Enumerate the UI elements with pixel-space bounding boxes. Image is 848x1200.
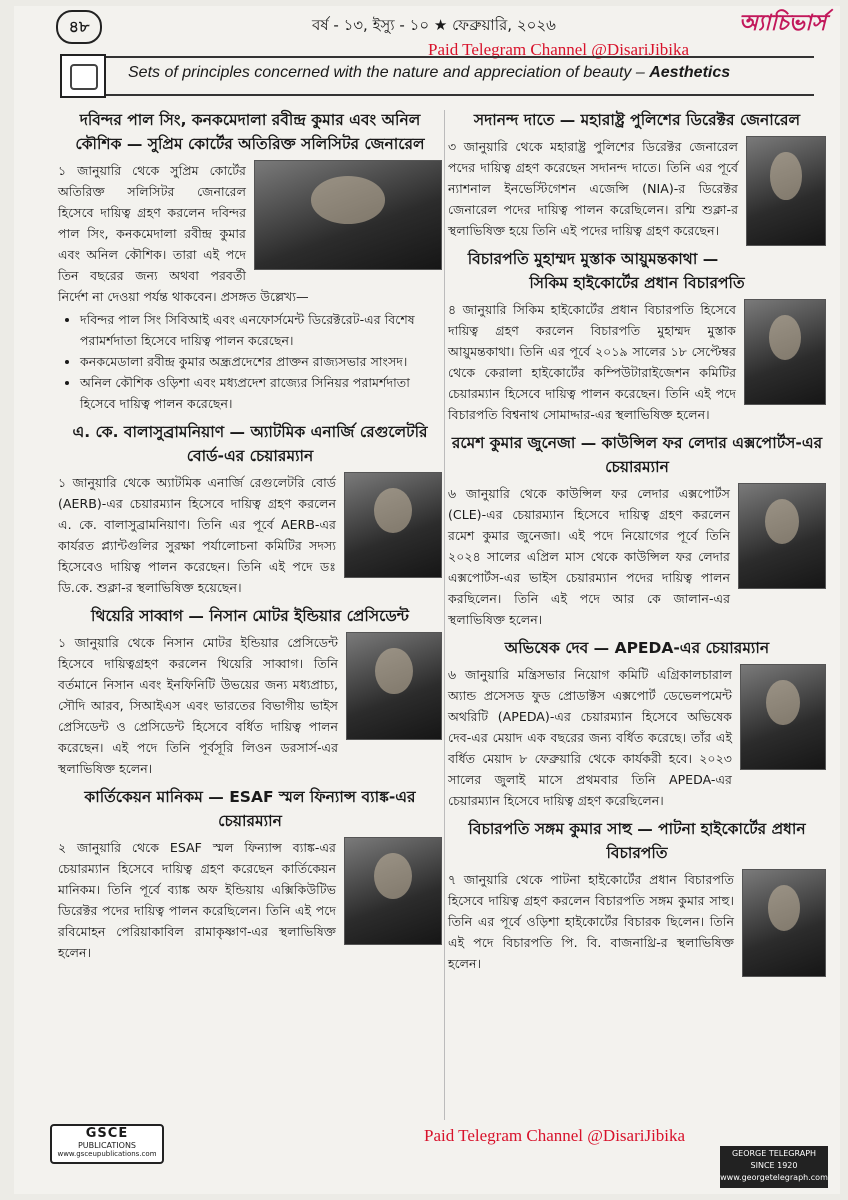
article-solicitors: [58, 108, 442, 414]
supreme-court-photo: [254, 160, 442, 270]
publisher-sub: PUBLICATIONS: [77, 1141, 137, 1150]
article-title: কার্তিকেয়ন মানিকম — ESAF স্মল ফিন্যান্স ব্যাঙ্ক-এর চেয়ারম্যান: [84, 788, 416, 830]
watermark-bottom: Paid Telegram Channel @DisariJibika: [424, 1126, 686, 1145]
issue-line: বর্ষ - ১৩, ইস্যু - ১০ ★ ফেব্রুয়ারি, ২০২৬: [312, 16, 556, 34]
article-title: বিচারপতি সঙ্গম কুমার সাহু — পাটনা হাইকোর্টের প্রধান বিচারপতি: [468, 820, 806, 862]
article-body: ১ জানুয়ারি থেকে সুপ্রিম কোর্টের অতিরিক্ত সলিসিটর জেনারেল হিসেবে দায়িত্ব গ্রহণ করলেন দবিন্দর পাল সিং, কনকমেদালা রবীন্দ্র কুমার এবং অনিল কৌশিক। তারা এই পদে তিন বছরের জন্য অথবা পরবর্তী নির্দেশ না দেওয়া পর্যন্ত থাকবেন। প্রসঙ্গত উল্লেখ্য—: [58, 163, 309, 304]
article-esaf: [58, 785, 442, 963]
portrait-photo: [740, 664, 826, 770]
column-divider: [444, 110, 445, 1120]
tagline: [128, 64, 730, 82]
right-column: [448, 108, 826, 981]
portrait-photo: [742, 869, 826, 977]
george-url: www.georgetelegraph.com: [720, 1173, 828, 1182]
article-aerb: [58, 420, 442, 598]
george-since: SINCE 1920: [750, 1161, 798, 1170]
article-sikkim-hc: [448, 247, 826, 425]
george-telegraph-logo: [720, 1146, 828, 1188]
tagline-text: Sets of principles concerned with the nature and appreciation of beauty –: [128, 64, 650, 81]
article-title: দবিন্দর পাল সিং, কনকমেদালা রবীন্দ্র কুমার এবং অনিল কৌশিক — সুপ্রিম কোর্টের অতিরিক্ত সলিসিটর জেনারেল: [75, 111, 425, 153]
portrait-photo: [346, 632, 442, 740]
page-number: ৪৮: [56, 10, 102, 44]
article-bullets: [58, 309, 442, 414]
george-name: GEORGE TELEGRAPH: [731, 1149, 817, 1158]
portrait-photo: [744, 299, 826, 405]
article-title: রমেশ কুমার জুনেজা — কাউন্সিল ফর লেদার এক্সপোর্টস-এর চেয়ারম্যান: [451, 434, 823, 476]
article-body: ১ জানুয়ারি থেকে অ্যাটমিক এনার্জি রেগুলেটরি বোর্ড (AERB)-এর চেয়ারম্যান হিসেবে দায়িত্ব গ্রহণ করলেন এ. কে. বালাসুব্রামনিয়াণ। তিনি এর পূর্বে AERB-এর কার্যরত প্ল্যান্টগুলির সুরক্ষা পর্যালোচনা কমিটির সদস্য হিসেবেও দায়িত্ব পালন করেছেন। তিনি এই পদে ডঃ ডি.কে. শুক্লা-র স্থলাভিষিক্ত হয়েছেন।: [58, 475, 336, 595]
publisher-name: GSCE: [85, 1126, 129, 1141]
article-body: ২ জানুয়ারি থেকে ESAF স্মল ফিন্যান্স ব্যাঙ্ক-এর চেয়ারম্যান হিসেবে দায়িত্ব গ্রহণ করেছেন কার্তিকেয়ন মানিকম। তিনি পূর্বে ব্যাঙ্ক অফ ইন্ডিয়ায় এক্সিকিউটিভ ডিরেক্টর পদের দায়িত্ব পালন করেছিলেন। তিনি এই পদে রবিমোহন পেরিয়াকাবিল রামাকৃষ্ণাণ-এর স্থলাভিষিক্ত হলেন।: [58, 840, 336, 960]
article-title: বিচারপতি মুহাম্মদ মুস্তাক আয়ুমন্তকাথা — সিকিম হাইকোর্টের প্রধান বিচারপতি: [467, 250, 745, 292]
watermark-top: Paid Telegram Channel @DisariJibika: [428, 40, 690, 59]
article-title: এ. কে. বালাসুব্রামনিয়াণ — অ্যাটমিক এনার্জি রেগুলেটরি বোর্ড-এর চেয়ারম্যান: [72, 423, 428, 465]
portrait-photo: [344, 837, 442, 945]
portrait-photo: [738, 483, 826, 589]
portrait-photo: [344, 472, 442, 578]
article-title: থিয়েরি সাব্বাগ — নিসান মোটর ইন্ডিয়ার প্রেসিডেন্ট: [91, 607, 409, 625]
article-title: অভিষেক দেব — APEDA-এর চেয়ারম্যান: [504, 639, 770, 657]
article-apeda: [448, 636, 826, 811]
article-cle: [448, 431, 826, 630]
article-body: ১ জানুয়ারি থেকে নিসান মোটর ইন্ডিয়ার প্রেসিডেন্ট হিসেবে দায়িত্বগ্রহণ করলেন থিয়েরি সাব্বাগ। তিনি বর্তমানে নিসান এবং ইনফিনিটি উভয়ের জন্য মধ্যপ্রাচ্য, সৌদি আরব, সিআইএস এবং ভারতের বিভাগীয় ভাইস প্রেসিডেন্ট ও প্রেসিডেন্ট হিসেবে বর্ধিত দায়িত্ব পালন করেছেন। এই পদে তিনি পূর্বসূরি লিওন ডরসার্স-এর স্থলাভিষিক্ত হলেন।: [58, 635, 338, 776]
tagline-word: Aesthetics: [649, 64, 731, 81]
article-body: ৬ জানুয়ারি মন্ত্রিসভার নিয়োগ কমিটি এগ্রিকালচারাল অ্যান্ড প্রসেসড ফুড প্রোডাক্টস এক্সপোর্ট ডেভেলপমেন্ট অথরিটি (APEDA)-এর চেয়ারম্যান হিসেবে অভিষেক দেব-এর মেয়াদ এক বছরের জন্য বর্ধিত করেছে। তাঁর এই বর্ধিত মেয়াদ ৮ ফেব্রুয়ারি থেকে কার্যকরী হবে। ২০২৩ সালের জুলাই মাসে প্রথমবার তিনি APEDA-এর চেয়ারম্যান হিসেবে দায়িত্ব গ্রহণ করেছিলেন।: [448, 667, 732, 808]
publisher-url: www.gsceupublications.com: [57, 1150, 157, 1158]
scroll-icon: [60, 54, 106, 98]
article-maharashtra-police: [448, 108, 826, 241]
article-body: ৩ জানুয়ারি থেকে মহারাষ্ট্র পুলিশের ডিরেক্টর জেনারেল পদের দায়িত্ব গ্রহণ করেছেন সদানন্দ দাতে। তিনি এর পূর্বে ন্যাশনাল ইনভেস্টিগেশন এজেন্সি (NIA)-র ডিরেক্টর জেনারেল পদের দায়িত্ব পালন করেছিলেন। রশ্মি শুক্লা-র স্থলাভিষিক্ত হয়ে তিনি এই পদের দায়িত্ব গ্রহণ করেছেন।: [448, 139, 738, 238]
left-column: [58, 108, 442, 969]
article-body: ৬ জানুয়ারি থেকে কাউন্সিল ফর লেদার এক্সপোর্টস (CLE)-এর চেয়ারম্যান হিসেবে দায়িত্ব গ্রহণ করলেন রমেশ কুমার জুনেজা। এই পদে নিয়োগের পূর্বে তিনি ২০২৪ সালের এপ্রিল মাস থেকে কাউন্সিল ফর লেদার এক্সপোর্টস-এর ভাইস চেয়ারম্যান পদের দায়িত্ব পালন করছিলেন। তিনি এই পদে আর কে জালান-এর স্থলাভিষিক্ত হলেন।: [448, 486, 730, 627]
publisher-logo: [50, 1124, 164, 1164]
article-title: সদানন্দ দাতে — মহারাষ্ট্র পুলিশের ডিরেক্টর জেনারেল: [473, 111, 801, 129]
article-nissan: [58, 604, 442, 779]
bullet-item: • কনকমেডালা রবীন্দ্র কুমার অন্ধ্রপ্রদেশের প্রাক্তন রাজ্যসভার সাংসদ।: [80, 351, 442, 372]
magazine-logo: অ্যাচিভার্স: [738, 10, 826, 36]
article-body: ৭ জানুয়ারি থেকে পাটনা হাইকোর্টের প্রধান বিচারপতি হিসেবে দায়িত্ব গ্রহণ করলেন বিচারপতি সঙ্গম কুমার সাহু। তিনি এর পূর্বে ওড়িশা হাইকোর্টের বিচারক ছিলেন। তিনি এই পদে বিচারপতি পি. বি. বাজনাথ্রি-র স্থলাভিষিক্ত হলেন।: [448, 872, 734, 971]
article-patna-hc: [448, 817, 826, 974]
portrait-photo: [746, 136, 826, 246]
article-body: ৪ জানুয়ারি সিকিম হাইকোর্টের প্রধান বিচারপতি হিসেবে দায়িত্ব গ্রহণ করলেন বিচারপতি মুহাম্মদ মুস্তাক আয়ুমন্তকাথা। তিনি এর পূর্বে ২০১৯ সালের ১৮ সেপ্টেম্বর থেকে কেরালা হাইকোর্টের কম্পিউটারাইজেশন কমিটির চেয়ারম্যান হিসেবে দায়িত্ব পালন করেছেন। তিনি এই পদে বিচারপতি বিশ্বনাথ সোমাদ্দার-এর স্থলাভিষিক্ত হলেন।: [448, 302, 736, 422]
bullet-item: • অনিল কৌশিক ওড়িশা এবং মধ্যপ্রদেশ রাজ্যের সিনিয়র পরামর্শদাতা হিসেবে দায়িত্ব পালন করেছেন।: [80, 372, 442, 414]
bullet-item: • দবিন্দর পাল সিং সিবিআই এবং এনফোর্সমেন্ট ডিরেক্টরেট-এর বিশেষ পরামর্শদাতা হিসেবে দায়িত্ব পালন করেছেন।: [80, 309, 442, 351]
